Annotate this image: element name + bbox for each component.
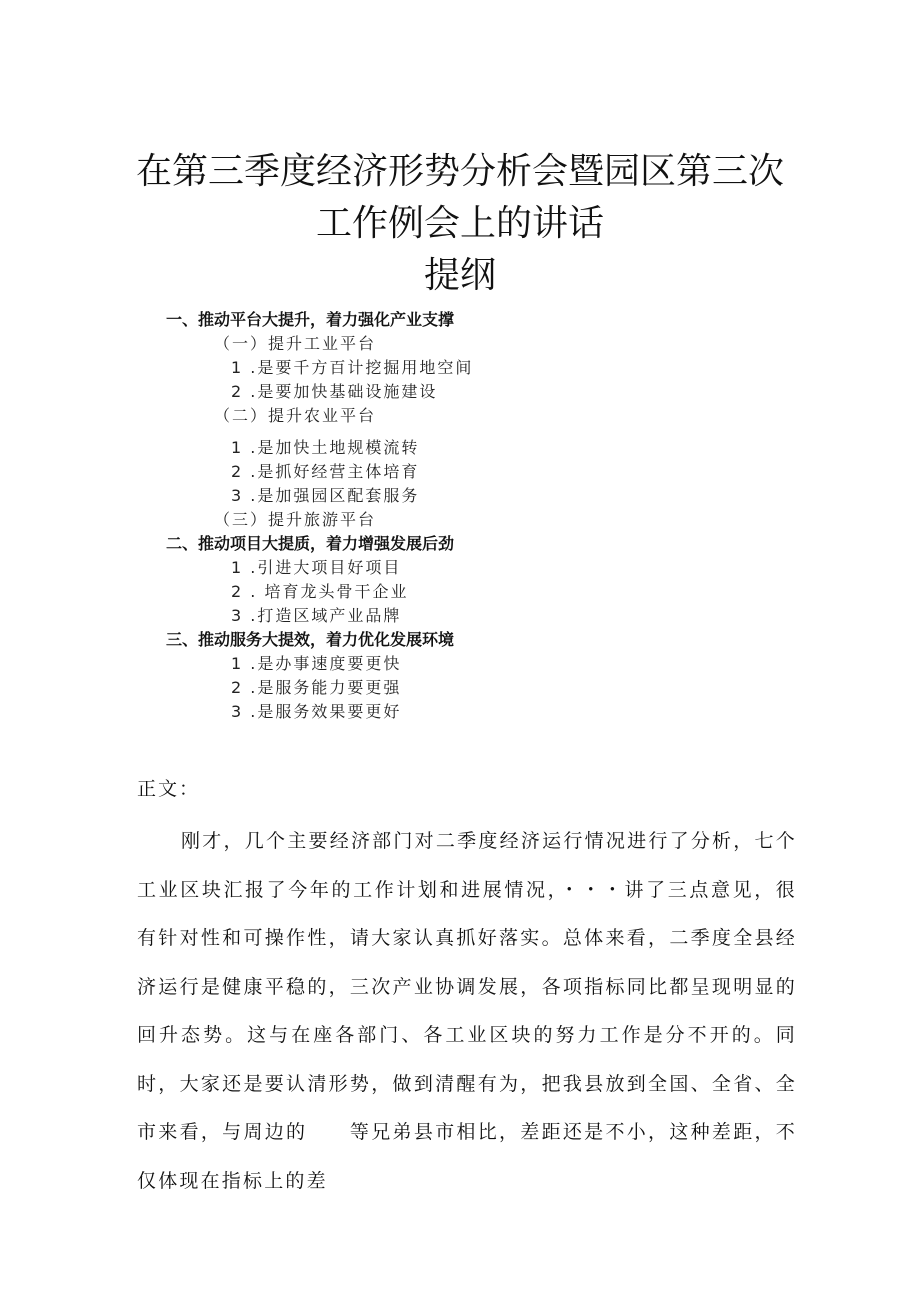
outline-item: 2 .是要加快基础设施建设 — [231, 382, 438, 401]
body-paragraph: 刚才，几个主要经济部门对二季度经济运行情况进行了分析，七个工业区块汇报了今年的工作计划和进展情况，・・・讲了三点意见，很有针对性和可操作性，请大家认真抓好落实。总体来看，二季度全县经济运行是健康平稳的，三次产业协调发展，各项指标同比都呈现明显的回升态势。这与在座各部门、各工业区块的努力工作是分不开的。同时，大家还是要认清形势，做到清醒有为，把我县放到全国、全省、全市来看，与周边的 等兄弟县市相比，差距还是不小，这种差距，不仅体现在指标上的差 — [137, 830, 797, 1192]
outline-item: 2 .是服务能力要更强 — [231, 678, 402, 697]
outline-item: 2 . 培育龙头骨干企业 — [231, 582, 409, 601]
outline-subheading: （三）提升旅游平台 — [214, 510, 377, 529]
document-title-line-1: 在第三季度经济形势分析会暨园区第三次 — [135, 151, 784, 192]
outline-item: 1 .是办事速度要更快 — [231, 654, 402, 673]
outline-item: 3 .打造区域产业品牌 — [231, 606, 402, 625]
outline-item: 1 .是加快土地规模流转 — [231, 438, 420, 457]
outline-heading-3: 三、推动服务大提效，着力优化发展环境 — [166, 630, 455, 649]
outline-subheading: （二）提升农业平台 — [214, 406, 377, 425]
document-subtitle-outline: 提纲 — [423, 255, 496, 296]
outline-item: 3 .是服务效果要更好 — [231, 702, 402, 721]
outline-item: 3 .是加强园区配套服务 — [231, 486, 420, 505]
outline-item: 2 .是抓好经营主体培育 — [231, 462, 420, 481]
document-title-line-2: 工作例会上的讲话 — [315, 203, 604, 244]
outline-heading-1: 一、推动平台大提升，着力强化产业支撑 — [166, 310, 455, 329]
outline-item: 1 .引进大项目好项目 — [231, 558, 402, 577]
outline-heading-2: 二、推动项目大提质，着力增强发展后劲 — [166, 534, 455, 553]
outline-subheading: （一）提升工业平台 — [214, 334, 377, 353]
outline-item: 1 .是要千方百计挖掘用地空间 — [231, 358, 474, 377]
body-label: 正文： — [137, 778, 201, 800]
